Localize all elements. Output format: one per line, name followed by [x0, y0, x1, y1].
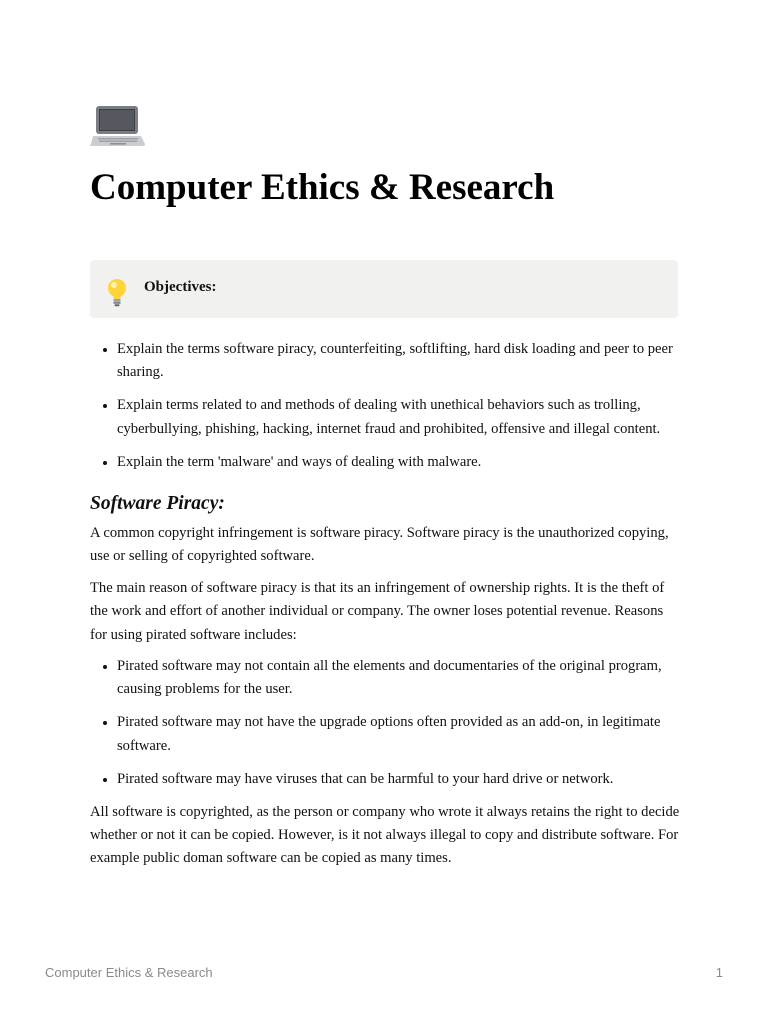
reasons-list	[90, 655, 680, 791]
list-item: • Pirated software may have viruses that can be harmful to your hard drive or network.	[117, 768, 680, 791]
list-item: • Pirated software may not contain all the elements and documentaries of the original program, causing problems for the user.	[117, 655, 680, 702]
list-item: • Pirated software may not have the upgrade options often provided as an add-on, in legitimate software.	[117, 711, 680, 758]
objectives-callout	[90, 260, 678, 318]
paragraph: A common copyright infringement is software piracy. Software piracy is the unauthorized copying, use or selling of copyrighted software.	[90, 525, 669, 565]
page-title: Computer Ethics & Research	[90, 167, 555, 208]
footer-title: Computer Ethics & Research	[45, 965, 213, 980]
callout-label: Objectives:	[144, 279, 217, 295]
section-heading: Software Piracy:	[90, 493, 225, 515]
paragraph: The main reason of software piracy is that its an infringement of ownership rights. It is the theft of the work and effort of another individual or company. The owner loses potential revenue. Reasons for using pirated software includes:	[90, 579, 665, 643]
list-item: • Explain terms related to and methods of dealing with unethical behaviors such as trolling, cyberbullying, phishing, hacking, internet fraud and prohibited, offensive and illegal content.	[117, 394, 680, 441]
list-item: • Explain the terms software piracy, counterfeiting, softlifting, hard disk loading and peer to peer sharing.	[117, 338, 680, 385]
laptop-icon	[90, 104, 146, 150]
page-content	[90, 338, 680, 879]
page-number: 1	[715, 965, 723, 980]
lightbulb-icon	[106, 278, 128, 308]
objectives-list	[90, 338, 680, 474]
paragraph: All software is copyrighted, as the person or company who wrote it always retains the right to decide whether or not it can be copied. However, is it not always illegal to copy and distribute software. For example public doman software can be copied as many times.	[90, 803, 680, 867]
list-item: • Explain the term 'malware' and ways of dealing with malware.	[117, 451, 680, 474]
